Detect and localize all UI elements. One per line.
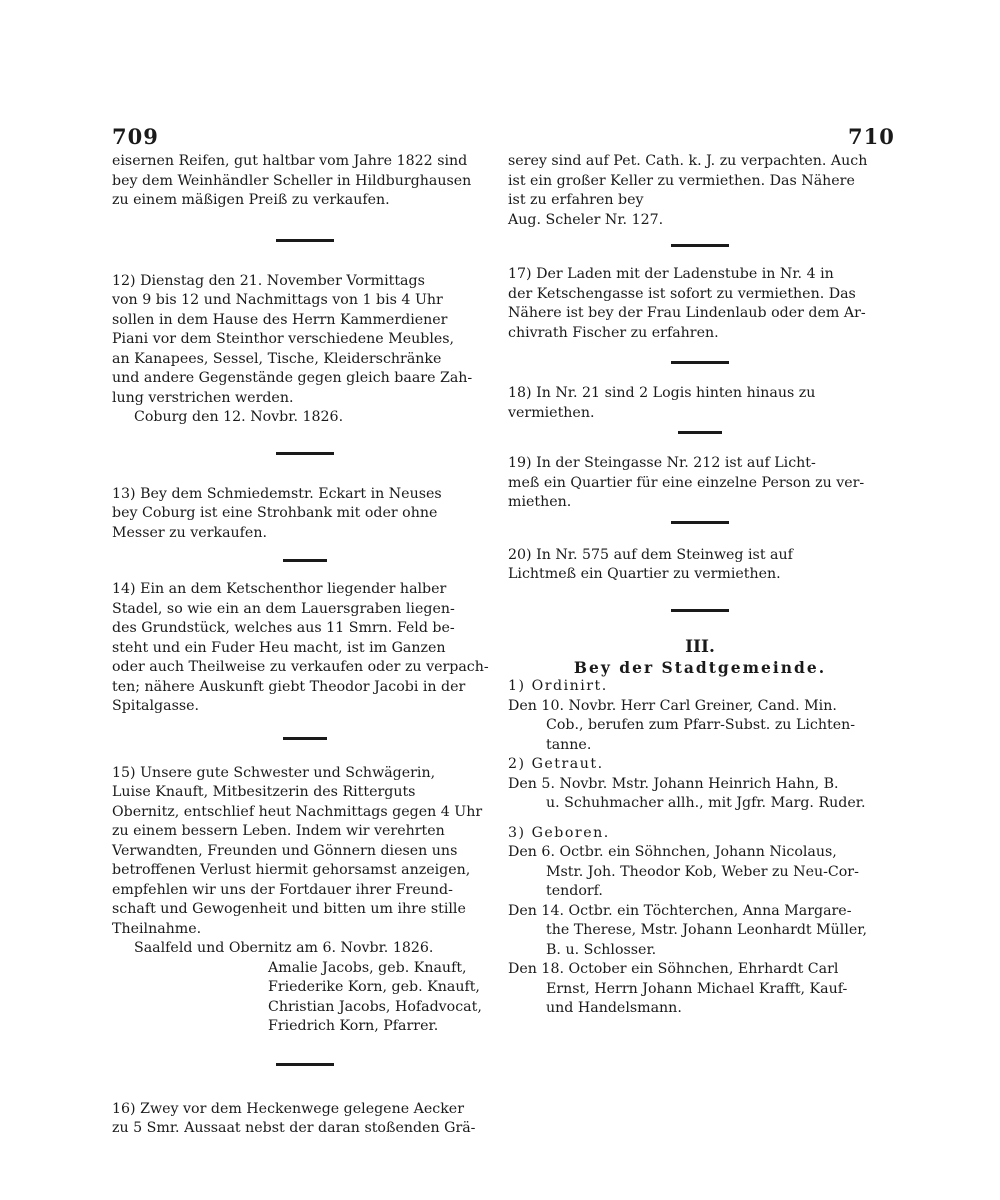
notice-20	[508, 546, 892, 585]
text-line: 18) In Nr. 21 sind 2 Logis hinten hinaus zu	[508, 385, 816, 401]
divider-rule	[671, 361, 729, 364]
text-line: und Handelsmann.	[546, 1000, 682, 1016]
category-geboren: 3) Geboren.	[508, 824, 610, 841]
divider-rule	[671, 244, 729, 247]
text-line: oder auch Theilweise zu verkaufen oder zu verpach-	[112, 659, 489, 675]
notice-11-end	[112, 152, 498, 211]
register-entry	[508, 697, 892, 756]
text-line: Den 6. Octbr. ein Söhnchen, Johann Nicolaus,	[508, 844, 837, 860]
text-line: vermiethen.	[508, 404, 595, 421]
text-line: steht und ein Fuder Heu macht, ist im Ganzen	[112, 639, 446, 656]
signature-line: Friedrich Korn, Pfarrer.	[268, 1018, 439, 1034]
text-line: 17) Der Laden mit der Ladenstube in Nr. 4 in	[508, 266, 834, 282]
text-line: 13) Bey dem Schmiedemstr. Eckart in Neuses	[112, 485, 442, 502]
text-line: Stadel, so wie ein an dem Lauersgraben liegen-	[112, 600, 455, 617]
text-line: the Therese, Mstr. Johann Leonhardt Müller,	[546, 922, 868, 938]
register-entry	[508, 902, 892, 961]
text-line: Luise Knauft, Mitbesitzerin des Ritterguts	[112, 784, 416, 800]
text-line: von 9 bis 12 und Nachmittags von 1 bis 4 Uhr	[112, 292, 443, 308]
text-line: Cob., berufen zum Pfarr-Subst. zu Lichten-	[546, 717, 856, 733]
text-line: ten; nähere Auskunft giebt Theodor Jacobi in der	[112, 678, 466, 695]
category-getraut: 2) Getraut.	[508, 756, 604, 772]
text-line: Den 10. Novbr. Herr Carl Greiner, Cand. Min.	[508, 697, 837, 714]
text-line: meß ein Quartier für eine einzelne Person zu ver-	[508, 474, 865, 491]
divider-rule	[671, 609, 729, 612]
divider-rule	[678, 431, 722, 434]
divider-rule	[671, 521, 729, 524]
text-line: Nähere ist bey der Frau Lindenlaub oder dem Ar-	[508, 305, 866, 321]
text-line: miethen.	[508, 494, 572, 510]
signature-line: Christian Jacobs, Hofadvocat,	[268, 998, 482, 1015]
text-line: Obernitz, entschlief heut Nachmittags gegen 4 Uhr	[112, 803, 483, 820]
register-entry	[508, 960, 892, 1019]
register-entry	[508, 775, 892, 814]
text-line: 20) In Nr. 575 auf dem Steinweg ist auf	[508, 546, 793, 563]
text-line: 12) Dienstag den 21. November Vormittags	[112, 272, 425, 289]
notice-15-signatures	[112, 959, 498, 1037]
text-line: Verwandten, Freunden und Gönnern diesen uns	[112, 842, 458, 859]
divider-rule	[276, 1063, 334, 1066]
divider-rule	[276, 239, 334, 242]
notice-16-contact: Aug. Scheler Nr. 127.	[508, 211, 664, 228]
text-line: Spitalgasse.	[112, 698, 200, 714]
notice-14	[112, 580, 498, 717]
page-number-left: 709	[112, 124, 159, 149]
text-line: u. Schuhmacher allh., mit Jgfr. Marg. Ruder.	[546, 795, 866, 811]
register-entry	[508, 843, 892, 902]
text-line: zu einem bessern Leben. Indem wir verehrten	[112, 823, 445, 839]
section-title: Bey der Stadtgemeinde.	[573, 657, 827, 677]
text-line: sollen in dem Hause des Herrn Kammerdiener	[112, 311, 448, 328]
text-line: chivrath Fischer zu erfahren.	[508, 324, 719, 341]
text-line: und andere Gegenstände gegen gleich baare Zah-	[112, 370, 473, 386]
text-line: zu 5 Smr. Aussaat nebst der daran stoßenden Grä-	[112, 1120, 476, 1136]
notice-17	[508, 265, 892, 343]
section-number: III.	[685, 636, 715, 657]
text-line: eisernen Reifen, gut haltbar vom Jahre 1822 sind	[112, 153, 468, 169]
notice-19	[508, 454, 892, 513]
divider-rule	[283, 737, 327, 740]
text-line: Den 18. October ein Söhnchen, Ehrhardt Carl	[508, 961, 839, 977]
text-line: betroffenen Verlust hiermit gehorsamst anzeigen,	[112, 862, 471, 878]
page-number-right: 710	[848, 124, 895, 149]
notice-15	[112, 764, 498, 940]
text-line: Ernst, Herrn Johann Michael Krafft, Kauf-	[546, 980, 848, 997]
notice-16-end	[508, 152, 892, 211]
text-line: des Grundstück, welches aus 11 Smrn. Feld be-	[112, 620, 455, 636]
text-line: Mstr. Joh. Theodor Kob, Weber zu Neu-Cor-	[546, 863, 859, 880]
text-line: tanne.	[546, 736, 592, 753]
text-line: Den 5. Novbr. Mstr. Johann Heinrich Hahn, B.	[508, 775, 839, 792]
left-column	[112, 152, 498, 1139]
divider-rule	[276, 452, 334, 455]
text-line: Piani vor dem Steinthor verschiedene Meubles,	[112, 331, 455, 347]
category-ordinirt: 1) Ordinirt.	[508, 678, 608, 694]
text-line: 19) In der Steingasse Nr. 212 ist auf Licht-	[508, 455, 816, 471]
notice-12-date: Coburg den 12. Novbr. 1826.	[134, 409, 344, 425]
text-line: tendorf.	[546, 883, 603, 899]
text-line: ist ein großer Keller zu vermiethen. Das Nähere	[508, 172, 855, 189]
text-line: ist zu erfahren bey	[508, 192, 644, 208]
divider-rule	[283, 559, 327, 562]
text-line: empfehlen wir uns der Fortdauer ihrer Freund-	[112, 881, 453, 898]
text-line: bey Coburg ist eine Strohbank mit oder ohne	[112, 505, 438, 521]
signature-line: Amalie Jacobs, geb. Knauft,	[268, 959, 467, 976]
text-line: 14) Ein an dem Ketschenthor liegender halber	[112, 581, 447, 597]
text-line: B. u. Schlosser.	[546, 941, 657, 958]
text-line: 15) Unsere gute Schwester und Schwägerin,	[112, 764, 436, 781]
text-line: serey sind auf Pet. Cath. k. J. zu verpachten. Auch	[508, 153, 868, 169]
notice-15-date: Saalfeld und Obernitz am 6. Novbr. 1826.	[134, 940, 434, 956]
signature-line: Friederike Korn, geb. Knauft,	[268, 979, 480, 995]
text-line: Theilnahme.	[112, 920, 202, 937]
text-line: lung verstrichen werden.	[112, 389, 294, 406]
text-line: zu einem mäßigen Preiß zu verkaufen.	[112, 192, 390, 208]
text-line: Lichtmeß ein Quartier zu vermiethen.	[508, 566, 781, 582]
text-line: der Ketschengasse ist sofort zu vermiethen. Das	[508, 285, 856, 302]
text-line: Messer zu verkaufen.	[112, 524, 267, 541]
right-column	[508, 152, 892, 1019]
text-line: bey dem Weinhändler Scheller in Hildburghausen	[112, 172, 472, 189]
text-line: an Kanapees, Sessel, Tische, Kleiderschränke	[112, 350, 442, 367]
text-line: 16) Zwey vor dem Heckenwege gelegene Aecker	[112, 1100, 464, 1117]
notice-12	[112, 272, 498, 409]
text-line: Den 14. Octbr. ein Töchterchen, Anna Margare-	[508, 902, 852, 919]
notice-18	[508, 384, 892, 423]
notice-16	[112, 1100, 498, 1139]
text-line: schaft und Gewogenheit und bitten um ihre stille	[112, 901, 466, 917]
notice-13	[112, 485, 498, 544]
